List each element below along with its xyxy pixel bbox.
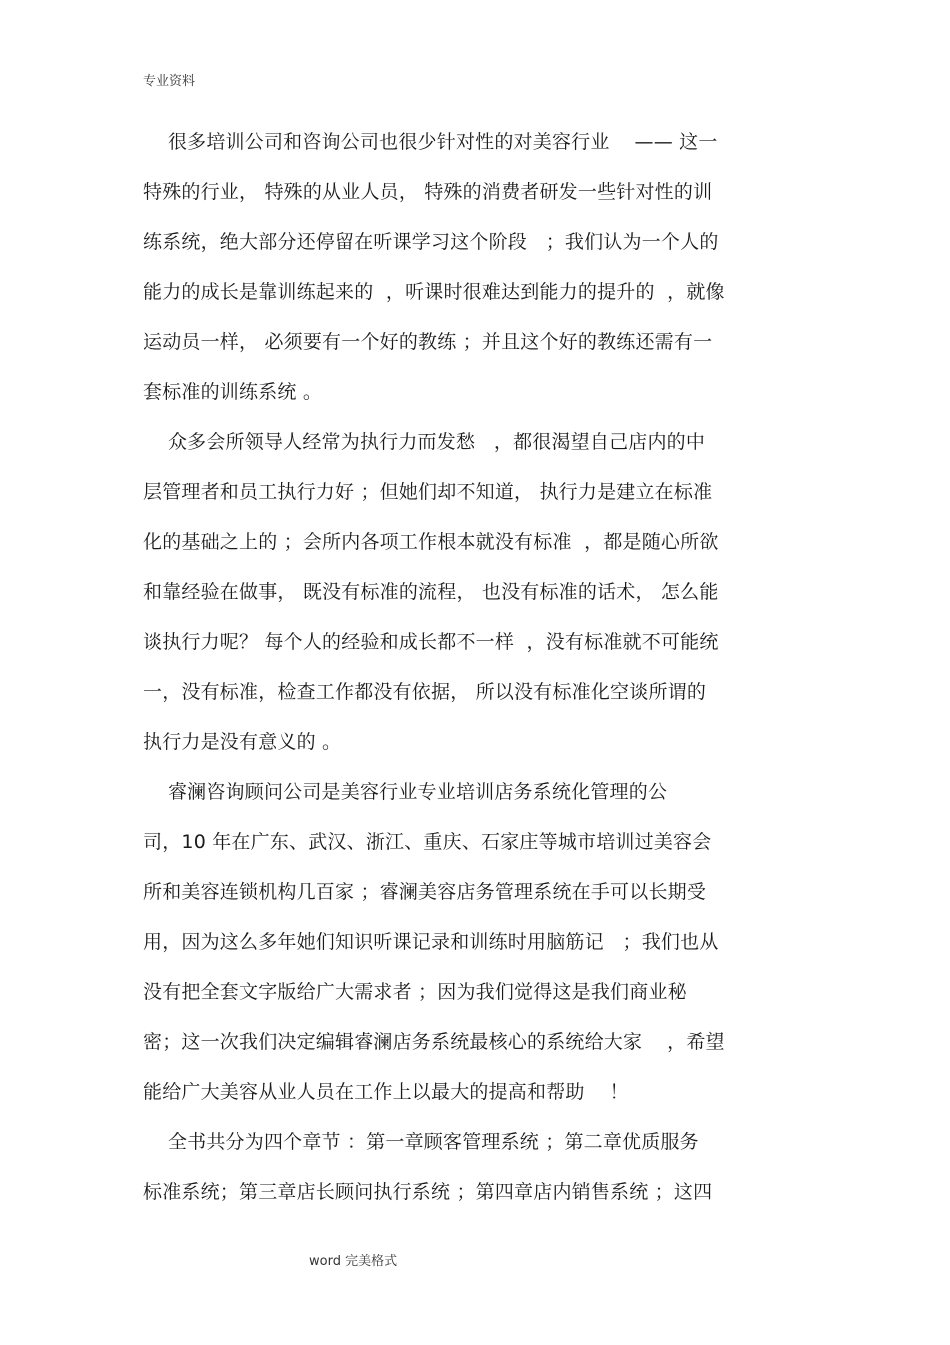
text-line: 执行力是没有意义的 。 xyxy=(143,731,342,753)
page-footer: word 完美格式 xyxy=(309,1254,398,1269)
text-line: 特殊的行业， 特殊的从业人员， 特殊的消费者研发一些针对性的训 xyxy=(143,181,713,203)
text-line: 标准系统；第三章店长顾问执行系统 ；第四章店内销售系统 ；这四 xyxy=(143,1181,713,1203)
text-line: 全书共分为四个章节 ：第一章顾客管理系统 ；第二章优质服务 xyxy=(143,1131,699,1153)
text-line: 能给广大美容从业人员在工作上以最大的提高和帮助 ！ xyxy=(143,1081,629,1103)
text-line: 谈执行力呢？ 每个人的经验和成长都不一样 ，没有标准就不可能统 xyxy=(143,631,719,653)
text-line: 密；这一次我们决定编辑睿澜店务系统最核心的系统给大家 ，希望 xyxy=(143,1031,725,1053)
text-line: 众多会所领导人经常为执行力而发愁 ，都很渴望自己店内的中 xyxy=(143,431,706,453)
body-text xyxy=(143,117,803,1217)
text-line: 很多培训公司和咨询公司也很少针对性的对美容行业 —— 这一 xyxy=(143,131,718,153)
text-line: 没有把全套文字版给广大需求者 ；因为我们觉得这是我们商业秘 xyxy=(143,981,687,1003)
text-line: 层管理者和员工执行力好 ；但她们却不知道， 执行力是建立在标准 xyxy=(143,481,713,503)
text-line: 练系统，绝大部分还停留在听课学习这个阶段 ；我们认为一个人的 xyxy=(143,231,719,253)
text-line: 套标准的训练系统 。 xyxy=(143,381,323,403)
text-line: 能力的成长是靠训练起来的 ，听课时很难达到能力的提升的 ，就像 xyxy=(143,281,725,303)
text-line: 化的基础之上的 ；会所内各项工作根本就没有标准 ，都是随心所欲 xyxy=(143,531,719,553)
text-line: 用，因为这么多年她们知识听课记录和训练时用脑筋记 ；我们也从 xyxy=(143,931,719,953)
text-line: 一，没有标准，检查工作都没有依据， 所以没有标准化空谈所谓的 xyxy=(143,681,707,703)
text-line: 所和美容连锁机构几百家 ；睿澜美容店务管理系统在手可以长期受 xyxy=(143,881,707,903)
text-line: 司，10 年在广东、武汉、浙江、重庆、石家庄等城市培训过美容会 xyxy=(143,831,712,853)
text-line: 和靠经验在做事， 既没有标准的流程， 也没有标准的话术， 怎么能 xyxy=(143,581,719,603)
text-line: 运动员一样， 必须要有一个好的教练 ；并且这个好的教练还需有一 xyxy=(143,331,713,353)
text-line: 睿澜咨询顾问公司是美容行业专业培训店务系统化管理的公 xyxy=(143,781,668,803)
page-header: 专业资料 xyxy=(143,74,196,89)
